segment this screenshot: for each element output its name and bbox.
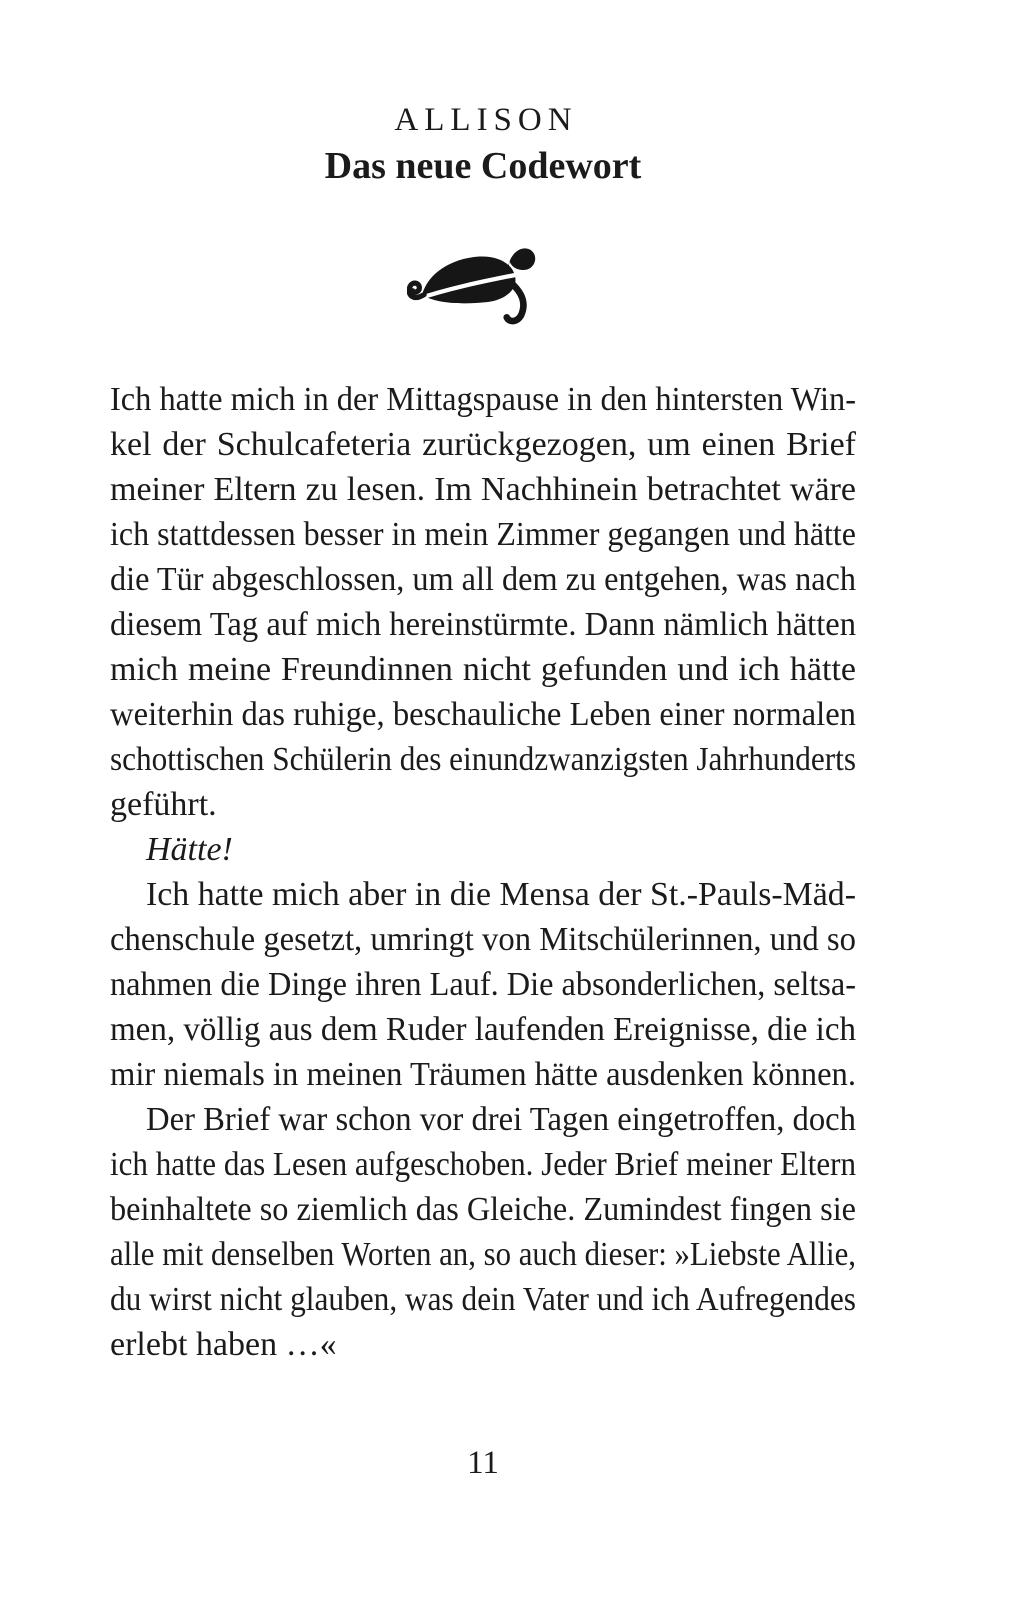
text-line: men, völlig aus dem Ruder laufenden Ereignisse, die ich — [110, 1011, 856, 1048]
text-column — [110, 0, 856, 1481]
leaf-fleuron-icon — [407, 316, 559, 333]
chapter-author-heading: ALLISON — [394, 102, 578, 138]
text-line: alle mit denselben Worten an, so auch dieser: »Liebste Allie, — [110, 1236, 856, 1273]
text-line: beinhaltete so ziemlich das Gleiche. Zumindest fingen sie — [110, 1191, 856, 1228]
chapter-title-heading: Das neue Codewort — [324, 145, 642, 187]
text-line: die Tür abgeschlossen, um all dem zu entgehen, was nach — [110, 561, 856, 598]
text-line: ich hatte das Lesen aufgeschoben. Jeder Brief meiner Eltern — [110, 1146, 856, 1183]
text-line: weiterhin das ruhige, beschauliche Leben einer normalen — [110, 696, 856, 733]
text-line: ich stattdessen besser in mein Zimmer gegangen und hätte — [110, 516, 856, 553]
text-line: mir niemals in meinen Träumen hätte ausdenken können. — [110, 1056, 856, 1093]
page-number: 11 — [467, 1445, 499, 1481]
text-line: diesem Tag auf mich hereinstürmte. Dann nämlich hätten — [110, 606, 856, 643]
text-line: Ich hatte mich aber in die Mensa der St.-Pauls-Mäd- — [146, 876, 856, 913]
text-line: erlebt haben …« — [110, 1326, 337, 1363]
text-line: chenschule gesetzt, umringt von Mitschülerinnen, und so — [110, 921, 856, 958]
text-line: mich meine Freundinnen nicht gefunden und ich hätte — [110, 651, 856, 688]
text-line: du wirst nicht glauben, was dein Vater und ich Aufregendes — [110, 1281, 856, 1318]
body-text — [110, 377, 856, 1367]
text-line: Der Brief war schon vor drei Tagen eingetroffen, doch — [146, 1101, 856, 1138]
text-line: nahmen die Dinge ihren Lauf. Die absonderlichen, seltsa- — [110, 966, 856, 1003]
text-line: geführt. — [110, 786, 217, 823]
chapter-ornament — [110, 243, 856, 334]
text-line: Ich hatte mich in der Mittagspause in den hintersten Win- — [110, 381, 856, 418]
text-line: Hätte! — [146, 831, 233, 868]
text-line: schottischen Schülerin des einundzwanzigsten Jahrhunderts — [110, 741, 856, 778]
text-line: kel der Schulcafeteria zurückgezogen, um einen Brief — [110, 426, 856, 463]
text-line: meiner Eltern zu lesen. Im Nachhinein betrachtet wäre — [110, 471, 856, 508]
